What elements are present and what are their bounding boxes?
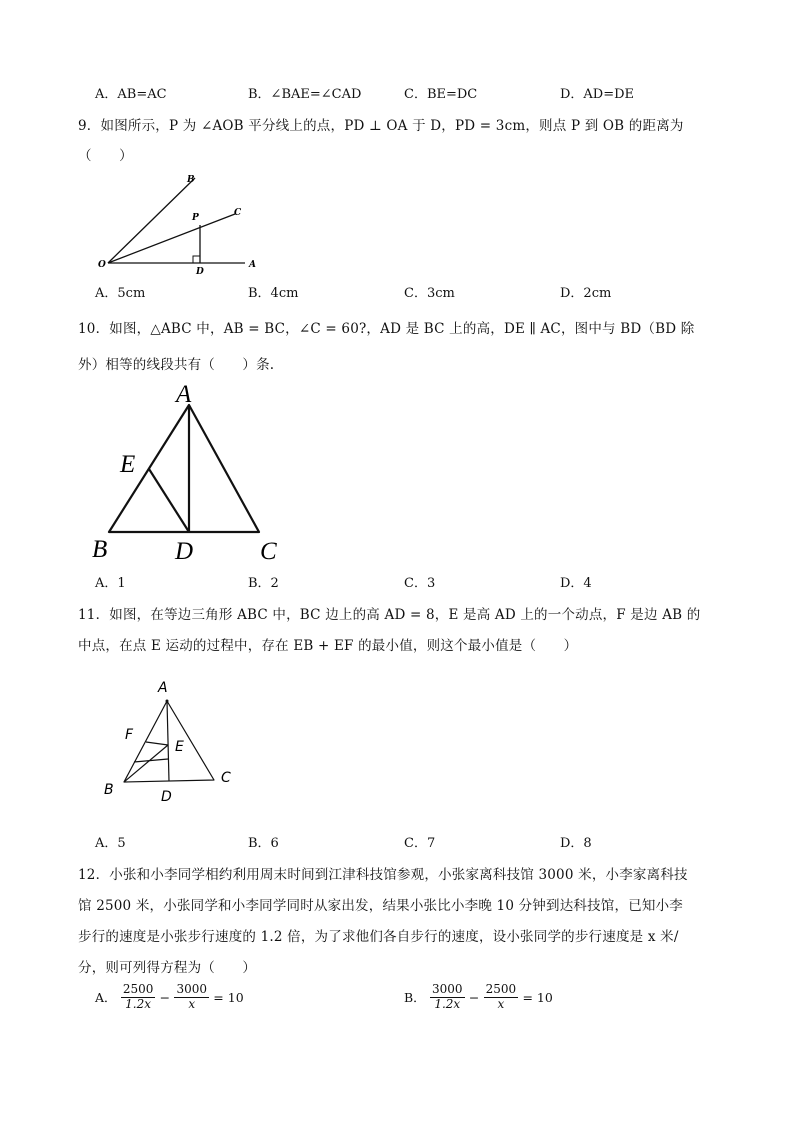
q12-text-line4: 分，则可列得方程为（ ） xyxy=(78,960,257,976)
q12-option-a-fraction-2 xyxy=(174,983,209,1012)
q10-label-d: D xyxy=(175,538,194,565)
q12-option-b-prefix: B． xyxy=(404,990,426,1006)
q8-option-d: D．AD=DE xyxy=(560,87,635,102)
q12-option-b-den-1: 1.2x xyxy=(434,996,461,1011)
q12-option-b-rhs: = 10 xyxy=(522,989,553,1005)
q9-label-o: O xyxy=(98,260,106,270)
q8-option-c: C．BE=DC xyxy=(404,87,478,102)
q12-option-b-num-2: 2500 xyxy=(485,982,517,996)
q10-text-line1: 10．如图，△ABC 中，AB = BC，∠C = 60?，AD 是 BC 上的高，DE ∥ AC，图中与 BD（BD 除 xyxy=(78,321,695,337)
q12-option-b xyxy=(404,983,553,1012)
q9-option-d: D．2cm xyxy=(560,286,612,301)
q12-option-a-den-1: 1.2x xyxy=(125,996,152,1011)
q9-label-b: B xyxy=(187,175,195,185)
q10-text-line2: 外）相等的线段共有（ ）条. xyxy=(78,357,275,373)
q10-option-a: A．1 xyxy=(95,576,126,591)
q10-option-c: C．3 xyxy=(404,576,436,591)
q12-option-b-minus: − xyxy=(468,989,480,1005)
q11-option-a: A．5 xyxy=(95,836,126,851)
q11-text-line1: 11．如图，在等边三角形 ABC 中，BC 边上的高 AD = 8，E 是高 AD 上的一个动点，F 是边 AB 的 xyxy=(78,607,701,623)
q12-option-b-den-2: x xyxy=(497,996,505,1011)
q8-option-b: B．∠BAE=∠CAD xyxy=(248,87,362,102)
q9-option-a: A．5cm xyxy=(95,286,146,301)
q10-option-b: B．2 xyxy=(248,576,279,591)
q12-text-line2: 馆 2500 米，小张同学和小李同学同时从家出发，结果小张比小李晚 10 分钟到达科技馆，已知小李 xyxy=(78,898,683,914)
q12-option-a-num-1: 2500 xyxy=(122,982,154,996)
q11-figure xyxy=(100,676,245,806)
q9-option-c: C．3cm xyxy=(404,286,455,301)
q12-option-a-rhs: = 10 xyxy=(213,989,244,1005)
q12-option-a-num-2: 3000 xyxy=(176,982,207,996)
q9-label-c: C xyxy=(234,208,242,218)
q11-option-c: C．7 xyxy=(404,836,436,851)
q9-text-line2: （ ） xyxy=(78,148,133,164)
q9-text-line1: 9．如图所示，P 为 ∠AOB 平分线上的点，PD ⊥ OA 于 D，PD = 3cm，则点 P 到 OB 的距离为 xyxy=(78,118,684,134)
q12-option-a-minus: − xyxy=(159,989,171,1005)
q10-label-e: E xyxy=(120,451,136,478)
q12-option-a-prefix: A． xyxy=(95,990,117,1006)
q12-option-a-fraction-1 xyxy=(121,983,156,1012)
q9-figure xyxy=(95,168,275,280)
q12-text-line1: 12．小张和小李同学相约利用周末时间到江津科技馆参观，小张家离科技馆 3000 米，小李家离科技 xyxy=(78,867,688,883)
q12-option-b-fraction-1 xyxy=(430,983,465,1012)
q10-option-d: D．4 xyxy=(560,576,592,591)
q11-label-b: B xyxy=(104,782,114,798)
q9-label-p: P xyxy=(192,213,199,223)
q12-option-a-den-2: x xyxy=(188,996,196,1011)
q11-label-f: F xyxy=(125,727,134,743)
q9-label-d: D xyxy=(196,267,204,277)
q11-label-e: E xyxy=(175,739,184,755)
q9-label-a: A xyxy=(249,260,256,270)
q11-label-a: A xyxy=(158,680,168,696)
q11-label-d: D xyxy=(161,789,172,805)
q10-label-b: B xyxy=(92,536,108,563)
q11-text-line2: 中点，在点 E 运动的过程中，存在 EB + EF 的最小值，则这个最小值是（ ） xyxy=(78,638,578,654)
q8-option-a: A．AB=AC xyxy=(95,87,167,102)
q12-option-a xyxy=(95,983,244,1012)
q12-option-b-num-1: 3000 xyxy=(431,982,463,996)
q11-option-d: D．8 xyxy=(560,836,592,851)
q9-option-b: B．4cm xyxy=(248,286,299,301)
q12-option-b-fraction-2 xyxy=(484,983,519,1012)
q10-label-c: C xyxy=(260,538,277,565)
q10-label-a: A xyxy=(176,381,192,408)
q10-figure xyxy=(90,375,300,570)
q11-label-c: C xyxy=(221,770,231,786)
q11-option-b: B．6 xyxy=(248,836,279,851)
q12-text-line3: 步行的速度是小张步行速度的 1.2 倍，为了求他们各自步行的速度，设小张同学的步行速度是 x 米/ xyxy=(78,929,679,945)
